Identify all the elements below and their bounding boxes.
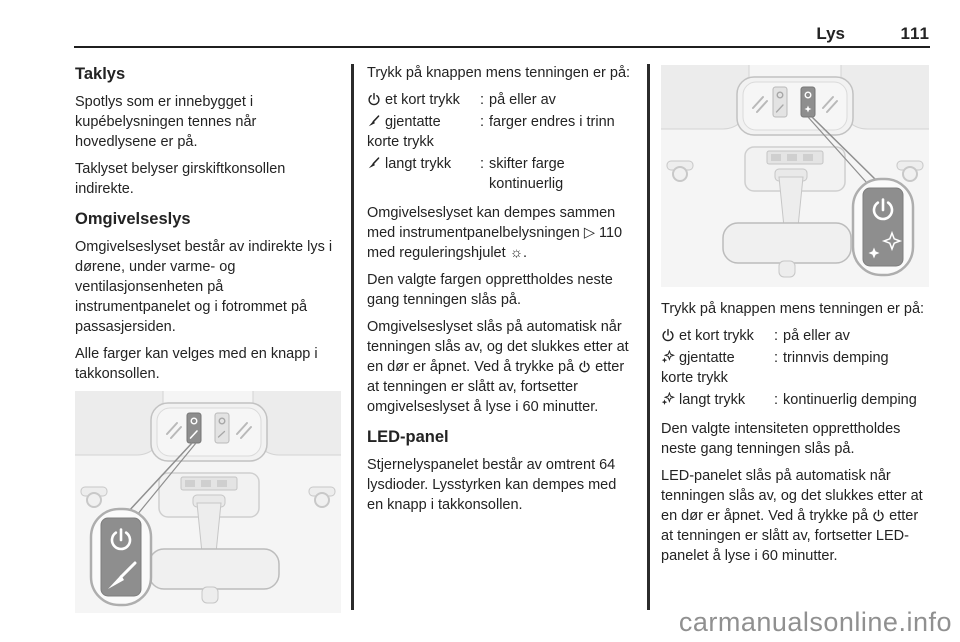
paragraph-taklyset: Taklyset belyser girskiftkonsollen indirekte. [75, 160, 286, 197]
heading-led-panel: LED-panel [367, 428, 449, 446]
list-item: et kort trykk : på eller av [661, 326, 929, 346]
list-item: langt trykk : skifter farge kontinuerlig [367, 154, 635, 194]
sun-visor-left [661, 65, 749, 129]
paragraph-intro-led: Trykk på knappen mens tenningen er på: [661, 301, 925, 317]
list-item: langt trykk : kontinuerlig demping [661, 390, 929, 410]
led-actions-list [661, 326, 929, 410]
sun-visor-right [841, 65, 929, 129]
column-left [75, 63, 341, 619]
column-right [661, 63, 929, 573]
action-result: på eller av [489, 92, 556, 108]
overhead-console [151, 403, 267, 461]
column-divider [351, 64, 354, 610]
paragraph-intensitet: Den valgte intensiteten opprettholdes neste gang tenningen slås på. [661, 421, 901, 457]
button-callout-inset [91, 509, 151, 605]
stars-icon [661, 348, 675, 368]
paragraph-farge-huskes: Den valgte fargen opprettholdes neste gang tenningen slås på. [367, 272, 613, 308]
action-result: skifter farge kontinuerlig [489, 156, 565, 192]
action-result: trinnvis demping [783, 350, 889, 366]
ambient-light-button-illustration [75, 391, 341, 619]
header-section-title: Lys [816, 24, 845, 43]
button-callout-inset [853, 179, 913, 275]
action-term: langt trykk [679, 392, 746, 408]
column-divider [647, 64, 650, 610]
action-result: farger endres i trinn [489, 114, 615, 130]
paragraph-spotlys: Spotlys som er innebygget i kupébelysningen tennes når hovedlysene er på. [75, 93, 257, 150]
ambient-light-button [187, 413, 201, 443]
list-item: gjentatte korte trykk : farger endres i trinn [367, 112, 635, 152]
led-panel-button [215, 413, 229, 443]
paragraph-auto-led: LED-panelet slås på automatisk når tenningen slås av, og det slukkes etter at en dør er åpnet. Ved å trykke på etter at tenningen er slått av, fortsetter LED-panelet å lyse i 60 minutter. [661, 468, 923, 564]
power-icon [367, 90, 381, 110]
led-panel-button-illustration [661, 65, 929, 293]
heading-taklys: Taklys [75, 65, 126, 83]
paragraph-demping: Omgivelseslyset kan dempes sammen med instrumentpanelbelysningen ▷ 110 med reguleringshjulet ☼. [367, 205, 623, 261]
heading-omgivelseslys: Omgivelseslys [75, 209, 191, 228]
sun-visor-left [75, 391, 163, 455]
paragraph-farger: Alle farger kan velges med en knapp i takkonsollen. [75, 345, 318, 382]
column-middle [367, 63, 635, 522]
stars-icon [661, 390, 675, 410]
paintbrush-icon [367, 154, 381, 174]
action-term: gjentatte korte trykk [367, 114, 441, 150]
action-term: gjentatte korte trykk [661, 350, 735, 386]
action-term: et kort trykk [385, 92, 460, 108]
header-rule [74, 46, 930, 48]
paragraph-auto-ambient: Omgivelseslyset slås på automatisk når tenningen slås av, og det slukkes etter at en dør er åpnet. Ved å trykke på etter at tenningen er slått av, fortsetter omgivelseslyset å lyse i 60 minutter. [367, 319, 629, 415]
ambient-light-button [773, 87, 787, 117]
power-icon [872, 506, 885, 526]
action-term: langt trykk [385, 156, 452, 172]
header-page-number: 111 [900, 24, 930, 43]
paragraph-omgivelseslyset: Omgivelseslyset består av indirekte lys i dørene, under varme- og ventilasjonsenheten på instrumentpanelet og i fotrommet på passasjersiden. [75, 238, 333, 335]
action-result: kontinuerlig demping [783, 392, 917, 408]
action-term: et kort trykk [679, 328, 754, 344]
power-icon [661, 326, 675, 346]
power-icon [578, 357, 591, 377]
paragraph-intro-ambient: Trykk på knappen mens tenningen er på: [367, 65, 631, 81]
overhead-console [737, 77, 853, 135]
list-item: gjentatte korte trykk : trinnvis demping [661, 348, 929, 388]
action-result: på eller av [783, 328, 850, 344]
list-item: et kort trykk : på eller av [367, 90, 635, 110]
paragraph-led-panel: Stjernelyspanelet består av omtrent 64 lysdioder. Lysstyrken kan dempes med en knapp i takkonsollen. [367, 456, 617, 513]
paintbrush-icon [367, 112, 381, 132]
led-panel-button [801, 87, 815, 117]
watermark: carmanualsonline.info [678, 607, 952, 637]
ambient-actions-list [367, 90, 635, 194]
